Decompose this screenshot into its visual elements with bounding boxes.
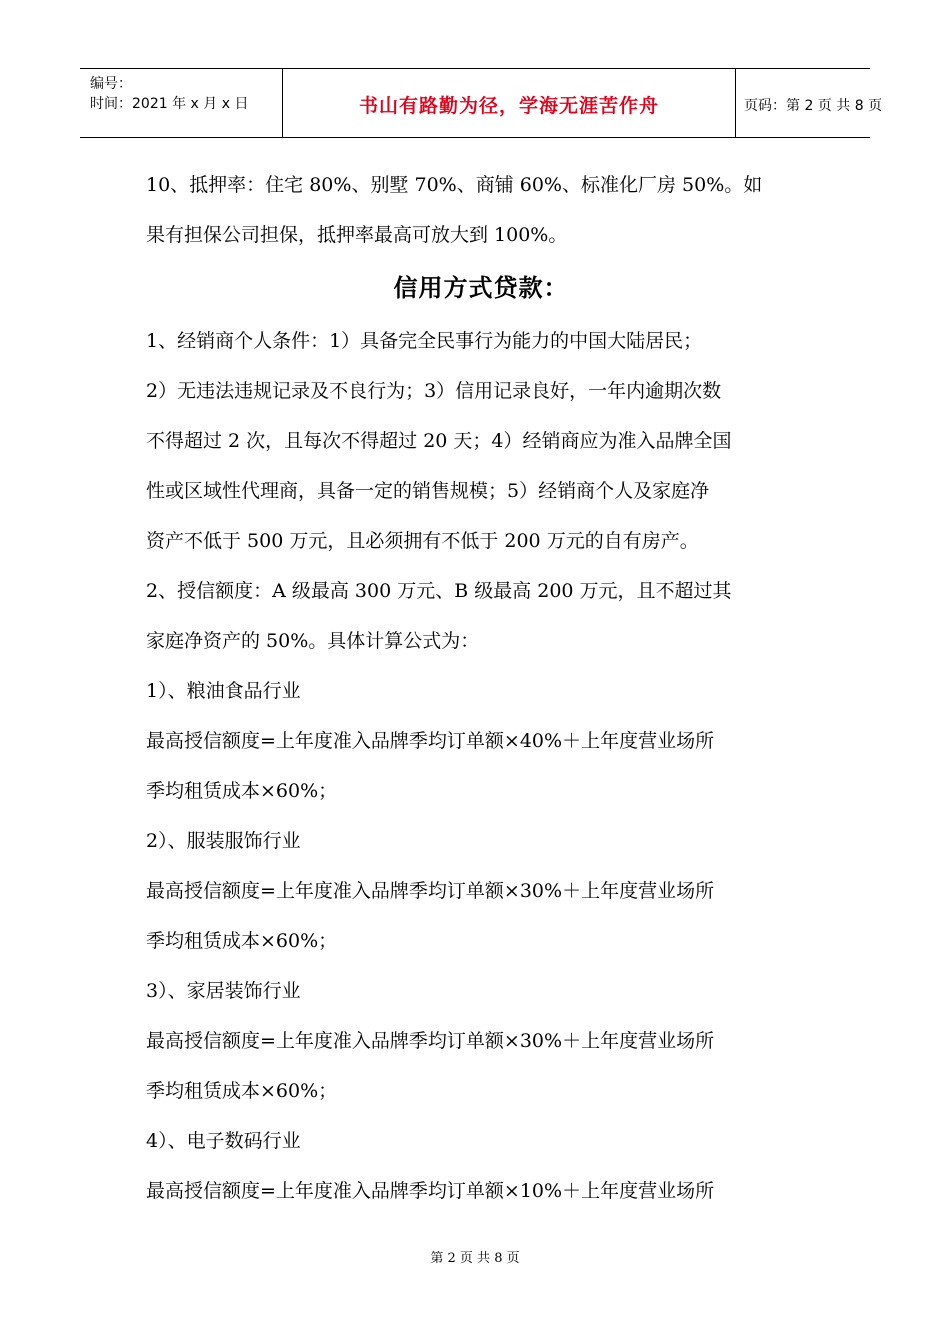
formula-line: 季均租赁成本×60%； (146, 780, 338, 802)
formula-line: 最高授信额度=上年度准入品牌季均订单额×40%＋上年度营业场所 (146, 730, 715, 752)
formula-line: 季均租赁成本×60%； (146, 930, 338, 952)
document-body (146, 160, 816, 1216)
body-line: 果有担保公司担保，抵押率最高可放大到 100%。 (146, 224, 568, 246)
body-line: 2）无违法违规记录及不良行为；3）信用记录良好，一年内逾期次数 (146, 380, 722, 402)
header-page-code: 页码：第 2 页 共 8 页 (744, 98, 883, 114)
list-heading: 1）、粮油食品行业 (146, 680, 301, 702)
page-footer: 第 2 页 共 8 页 (430, 1251, 520, 1266)
formula-line: 季均租赁成本×60%； (146, 1080, 338, 1102)
body-line: 家庭净资产的 50%。具体计算公式为： (146, 630, 480, 652)
document-number-label: 编号： (90, 76, 132, 92)
body-line: 资产不低于 500 万元，且必须拥有不低于 200 万元的自有房产。 (146, 530, 699, 552)
page-header (80, 68, 883, 138)
formula-line: 最高授信额度=上年度准入品牌季均订单额×10%＋上年度营业场所 (146, 1180, 715, 1202)
list-heading: 4）、电子数码行业 (146, 1130, 301, 1152)
header-meta-cell (80, 69, 282, 137)
header-motto-cell (282, 69, 736, 137)
formula-line: 最高授信额度=上年度准入品牌季均订单额×30%＋上年度营业场所 (146, 880, 715, 902)
body-line: 不得超过 2 次，且每次不得超过 20 天；4）经销商应为准入品牌全国 (146, 430, 732, 452)
header-page-cell (736, 69, 883, 137)
document-time-label: 时间：2021 年 x 月 x 日 (90, 96, 249, 112)
list-heading: 3）、家居装饰行业 (146, 980, 301, 1002)
formula-line: 最高授信额度=上年度准入品牌季均订单额×30%＋上年度营业场所 (146, 1030, 715, 1052)
body-line: 2、授信额度：A 级最高 300 万元、B 级最高 200 万元，且不超过其 (146, 580, 732, 602)
body-line: 性或区域性代理商，具备一定的销售规模；5）经销商个人及家庭净 (146, 480, 710, 502)
section-title: 信用方式贷款： (393, 274, 569, 302)
body-line: 1、经销商个人条件：1）具备完全民事行为能力的中国大陆居民； (146, 330, 703, 352)
body-line: 10、抵押率：住宅 80%、别墅 70%、商铺 60%、标准化厂房 50%。如 (146, 174, 763, 196)
header-motto: 书山有路勤为径，学海无涯苦作舟 (358, 95, 659, 117)
list-heading: 2）、服装服饰行业 (146, 830, 301, 852)
